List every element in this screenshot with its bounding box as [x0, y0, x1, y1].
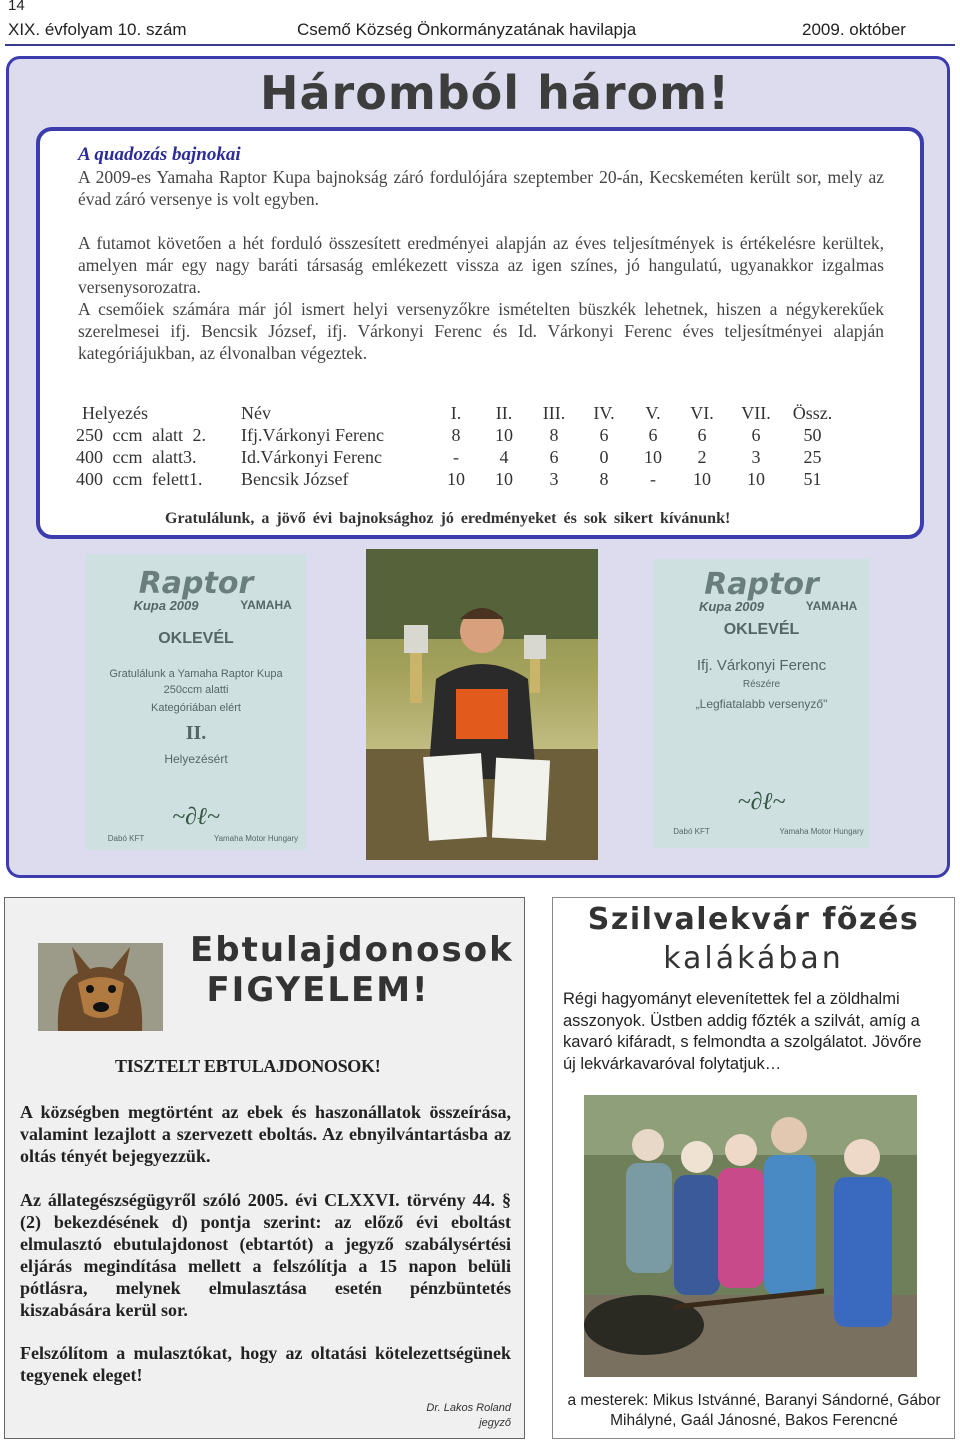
- cell: Ifj.Várkonyi Ferenc: [241, 424, 384, 445]
- signature-scribble: ~∂ℓ~: [737, 789, 786, 815]
- jam-makers-caption: a mesterek: Mikus Istvánné, Baranyi Sándorné, Gábor Mihályné, Gaál Jánosné, Bakos Ferencné: [567, 1392, 941, 1429]
- signature-title: jegyző: [479, 1417, 511, 1429]
- racer-photo: [366, 549, 598, 860]
- plum-jam-title-1: Szilvalekvár fõzés: [587, 902, 920, 937]
- table-row: [76, 424, 840, 446]
- diploma-line: 250ccm alatti: [163, 684, 229, 696]
- cell: 4: [499, 446, 509, 467]
- cell: 0: [599, 446, 609, 467]
- diploma-footer: Yamaha Motor Hungary: [213, 834, 299, 843]
- signature-name: Dr. Lakos Roland: [426, 1402, 511, 1414]
- congratulations-text: Gratulálunk, a jövő évi bajnoksághoz jó eredményeket és sok sikert kívánunk!: [165, 510, 731, 527]
- yamaha-label: YAMAHA: [805, 599, 858, 613]
- raptor-logo: Raptor: [704, 567, 819, 602]
- header-cell: V.: [645, 402, 661, 423]
- article-paragraph-3: A csemőiek számára már jól ismert helyi versenyzőkre ismételten büszkék lehetnek, hiszen a négykerekűek szerelmesei ifj. Bencsik József, ifj. Várkonyi Ferenc és Id. Várkonyi Ferenc éves teljesítményei alapján kategóriájukban, az élvonalban végeztek.: [78, 299, 884, 363]
- jam-makers-photo: [584, 1095, 917, 1377]
- diploma-photo-2: [653, 559, 870, 848]
- header-cell: I.: [450, 402, 462, 423]
- cell: 50: [803, 424, 822, 445]
- page-number: 14: [8, 0, 25, 14]
- cell: 6: [697, 424, 707, 445]
- cell: 6: [549, 446, 559, 467]
- diploma-award: „Legfiatalabb versenyző": [695, 697, 828, 711]
- dog-notice-title-1: Ebtulajdonosok: [190, 930, 514, 970]
- header-rule: [5, 44, 955, 46]
- cell: 3: [549, 468, 559, 489]
- cell: 3: [751, 446, 761, 467]
- yamaha-label: YAMAHA: [240, 598, 292, 612]
- plum-jam-body: Régi hagyományt elevenítettek fel a zöldhalmi asszonyok. Üstben addig főzték a szilvát, amíg a kavaró kifáradt, s felmondta a szolgálatot. Jövőre új lekvárkavaróval folytatjuk…: [563, 990, 922, 1073]
- header-cell: Név: [241, 402, 271, 423]
- diploma-heading: OKLEVÉL: [723, 621, 800, 638]
- plum-jam-title-2: kalákában: [663, 941, 844, 976]
- cell: 10: [447, 468, 465, 489]
- results-table: [76, 402, 840, 490]
- cell: 250 ccm alatt 2.: [76, 424, 206, 445]
- dog-illustration: [38, 943, 163, 1031]
- cell: -: [453, 446, 459, 467]
- header-cell: VI.: [690, 402, 714, 423]
- cell: 10: [495, 424, 513, 445]
- header-cell: IV.: [593, 402, 615, 423]
- header-cell: Helyezés: [82, 402, 148, 423]
- dog-notice-paragraph-2: Az állategészségügyről szóló 2005. évi CLXXVI. törvény 44. § (2) bekezdésének d) pontja szerint: az előző évi eboltást elmulasztó ebutulajdonost (ebtartót) a jegyző szabálysértési eljárás megindítása mellett a felszólítja a 15 napon belüli pótlásra, melynek elmulasztása esetén pénzbüntetés kiszabására kerül sor.: [20, 1190, 511, 1320]
- diploma-line: Kategóriában elért: [151, 702, 241, 714]
- cell: 51: [803, 468, 822, 489]
- diploma-photo-1: [86, 554, 306, 850]
- diploma-line: Részére: [742, 679, 781, 690]
- table-row: [76, 446, 840, 468]
- signature-scribble: ~∂ℓ~: [172, 804, 220, 830]
- cell: 10: [693, 468, 711, 489]
- article-paragraph-1: A 2009-es Yamaha Raptor Kupa bajnokság záró fordulójára szeptember 20-án, Kecskeméten került sor, mely az évad záró versenye is volt egyben.: [78, 167, 884, 209]
- cell: 6: [648, 424, 658, 445]
- jam-makers-illustration: [584, 1095, 917, 1377]
- cell: 400 ccm alatt3.: [76, 446, 197, 467]
- header-cell: III.: [542, 402, 566, 423]
- cell: 400 ccm felett1.: [76, 468, 203, 489]
- cell: -: [650, 468, 656, 489]
- dog-notice-title-2: FIGYELEM!: [206, 970, 430, 1010]
- issue-label: XIX. évfolyam 10. szám: [8, 20, 187, 39]
- diploma-line: Gratulálunk a Yamaha Raptor Kupa: [109, 668, 283, 680]
- diploma-footer: Dabó KFT: [673, 827, 710, 836]
- dog-photo: [38, 943, 163, 1031]
- cup-label: Kupa 2009: [133, 598, 199, 613]
- racer-illustration: [366, 549, 598, 860]
- dog-notice-salutation: TISZTELT EBTULAJDONOSOK!: [115, 1056, 381, 1076]
- cell: 2: [697, 446, 707, 467]
- diploma-place: II.: [185, 722, 207, 744]
- cell: Bencsik József: [241, 468, 349, 489]
- diploma-footer: Dabó KFT: [107, 834, 145, 843]
- dog-notice-paragraph-1: A községben megtörtént az ebek és haszonállatok összeírása, valamint lezajlott a szervezett eboltás. Az ebnyilvántartásba az oltás tényét bejegyezzük.: [20, 1102, 511, 1166]
- article-title: Háromból három!: [260, 66, 731, 120]
- cell: 25: [803, 446, 822, 467]
- cell: 8: [451, 424, 461, 445]
- cell: 10: [495, 468, 513, 489]
- cell: Id.Várkonyi Ferenc: [241, 446, 382, 467]
- cell: 10: [644, 446, 662, 467]
- article-subtitle: A quadozás bajnokai: [78, 144, 241, 165]
- raptor-logo: Raptor: [138, 566, 254, 601]
- cell: 6: [751, 424, 761, 445]
- diploma-line: Helyezésért: [164, 752, 228, 766]
- header-cell: VII.: [741, 402, 771, 423]
- publication-name: Csemő Község Önkormányzatának havilapja: [297, 20, 637, 39]
- diploma-name: Ifj. Várkonyi Ferenc: [696, 657, 827, 674]
- dog-notice-paragraph-3: Felszólítom a mulasztókat, hogy az oltatási kötelezettségünek tegyenek eleget!: [20, 1343, 511, 1385]
- cell: 8: [599, 468, 609, 489]
- results-header-row: [76, 402, 840, 424]
- cell: 10: [747, 468, 765, 489]
- cup-label: Kupa 2009: [698, 599, 765, 614]
- diploma-heading: OKLEVÉL: [158, 630, 234, 647]
- cell: 8: [549, 424, 559, 445]
- table-row: [76, 468, 840, 490]
- article-paragraph-2: A futamot követően a hét forduló összesített eredményei alapján az éves teljesítmények is értékelésre kerültek, amelyen már egy nagy baráti társaság emlékezett vissza az igen színes, jó hangulatú, ugyanakkor izgalmas versenysorozatra.: [78, 233, 884, 297]
- cell: 6: [599, 424, 609, 445]
- header-cell: II.: [495, 402, 513, 423]
- diploma-footer: Yamaha Motor Hungary: [779, 827, 864, 836]
- header-cell: Össz.: [792, 402, 833, 423]
- issue-date: 2009. október: [802, 20, 906, 39]
